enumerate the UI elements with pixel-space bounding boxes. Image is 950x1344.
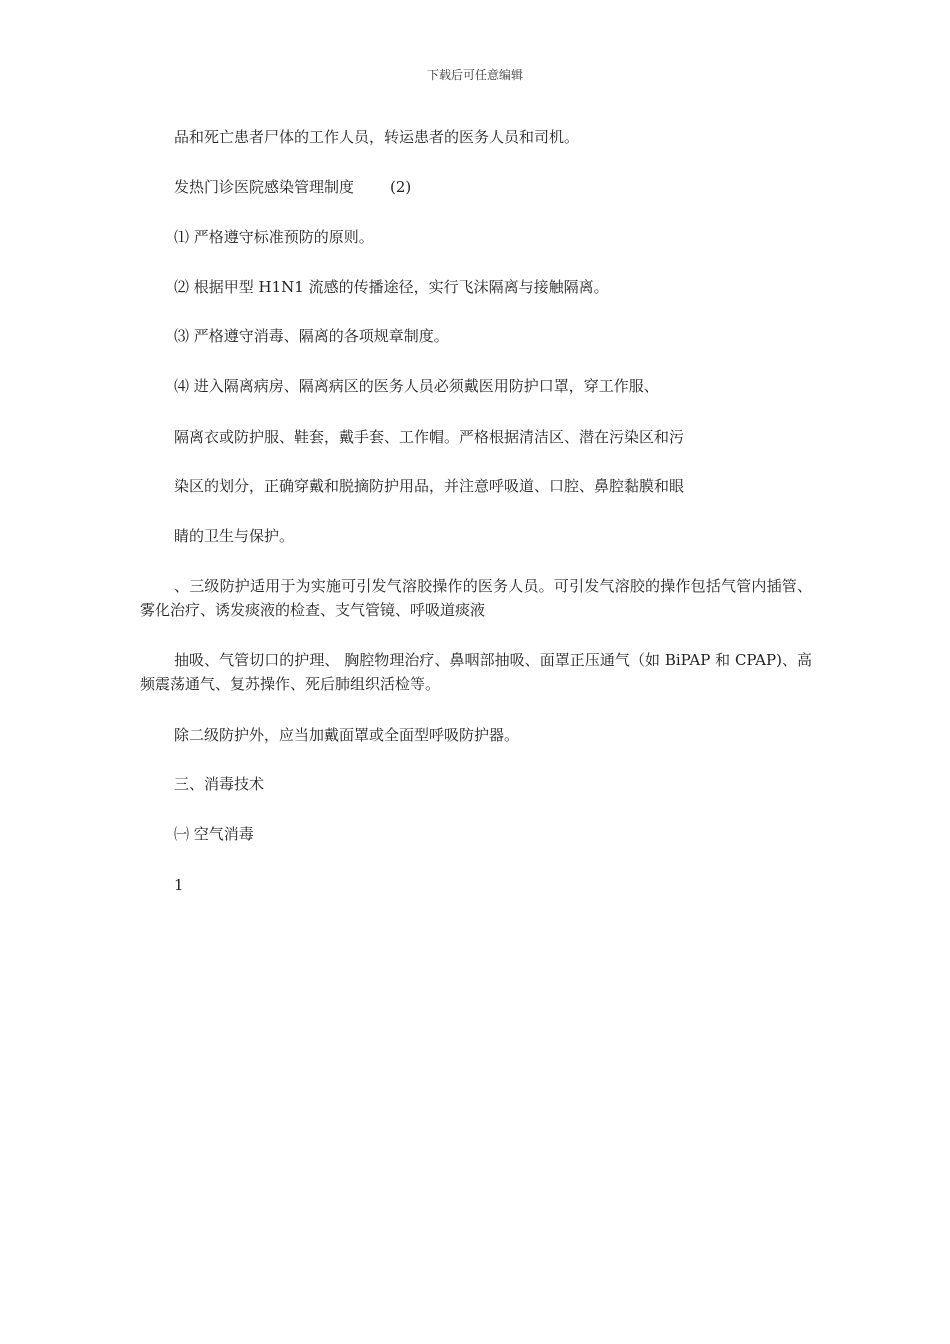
section-title-number: (2)	[390, 178, 412, 196]
page-header: 下载后可任意编辑	[426, 68, 523, 82]
list-item: ⑵ 根据甲型 H1N1 流感的传播途径，实行飞沫隔离与接触隔离。	[174, 278, 609, 296]
list-item: ⑷ 进入隔离病房、隔离病区的医务人员必须戴医用防护口罩，穿工作服、	[174, 377, 659, 395]
section-title	[174, 177, 411, 197]
paragraph-text: 、三级防护适用于为实施可引发气溶胶操作的医务人员。可引发气溶胶的操作包括气管内插管、雾化治疗、诱发痰液的检查、支气管镜、呼吸道痰液	[140, 577, 812, 619]
text-line: 除二级防护外，应当加戴面罩或全面型呼吸防护器。	[174, 726, 520, 744]
text-line: 品和死亡患者尸体的工作人员，转运患者的医务人员和司机。	[174, 128, 580, 146]
list-item: ⑴ 严格遵守标准预防的原则。	[174, 228, 374, 246]
page-number: 1	[174, 876, 184, 894]
paragraph	[140, 648, 812, 696]
section-title-text: 发热门诊医院感染管理制度	[174, 178, 355, 196]
text-line: 睛的卫生与保护。	[174, 527, 295, 545]
paragraph-text: 抽吸、气管切口的护理、 胸腔物理治疗、鼻咽部抽吸、面罩正压通气（如 BiPAP 和 CPAP)、高频震荡通气、复苏操作、死后肺组织活检等。	[140, 651, 812, 693]
paragraph	[140, 574, 812, 622]
text-line: 隔离衣或防护服、鞋套，戴手套、工作帽。严格根据清洁区、潜在污染区和污	[174, 428, 685, 446]
list-item: ⑶ 严格遵守消毒、隔离的各项规章制度。	[174, 327, 449, 345]
section-heading: 三、消毒技术	[174, 775, 265, 793]
text-line: 染区的划分，正确穿戴和脱摘防护用品，并注意呼吸道、口腔、鼻腔黏膜和眼	[174, 477, 685, 495]
subsection-heading: ㈠ 空气消毒	[174, 825, 254, 843]
